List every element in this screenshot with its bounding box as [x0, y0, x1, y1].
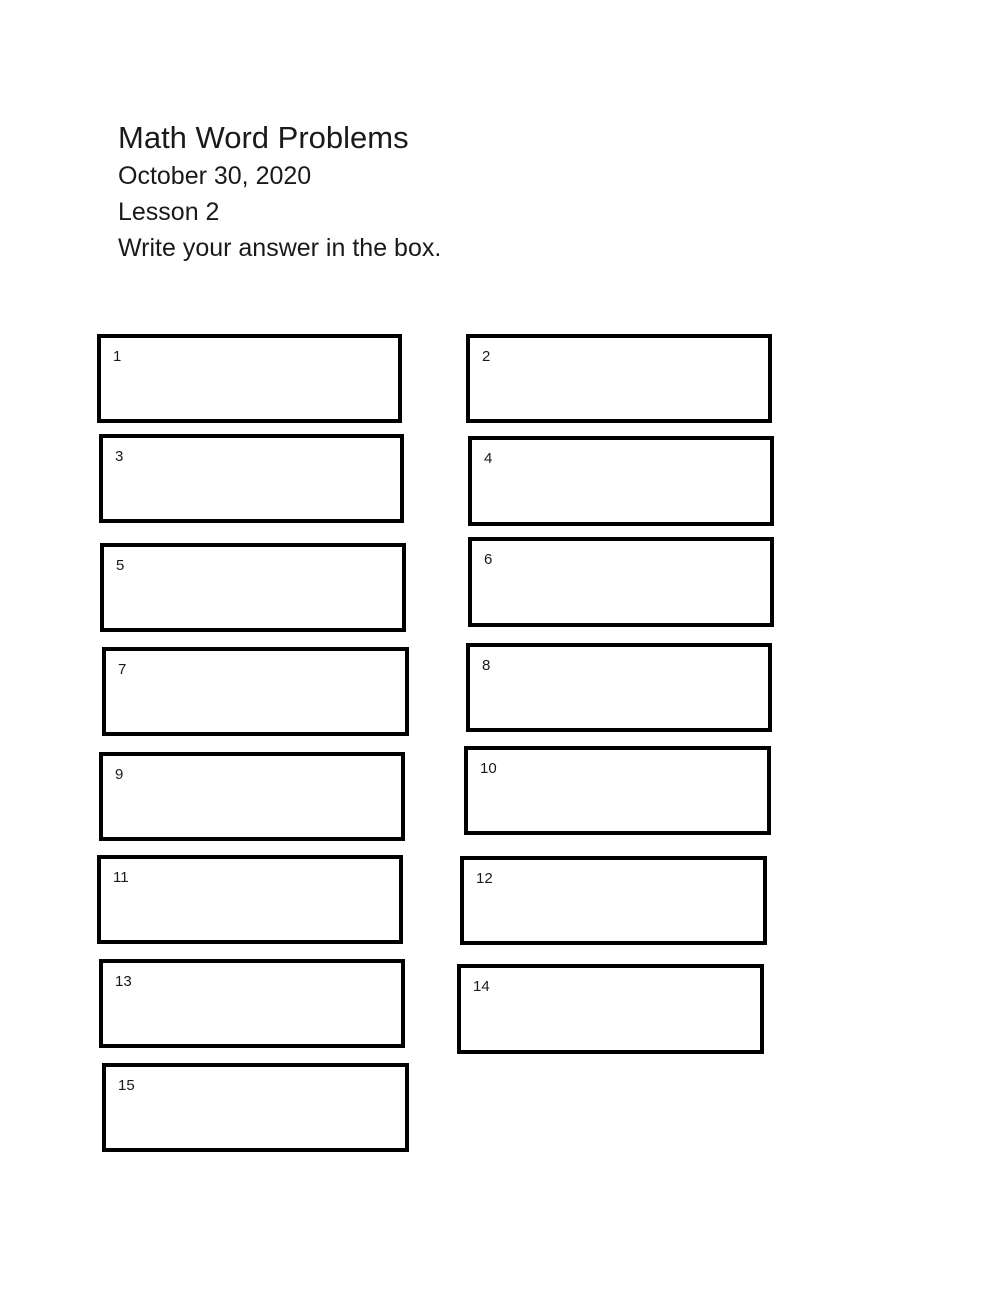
box-number-11: 11: [113, 869, 129, 886]
box-number-4: 4: [484, 450, 493, 467]
worksheet-lesson: Lesson 2: [118, 198, 220, 226]
box-number-3: 3: [115, 448, 124, 465]
worksheet-instruction: Write your answer in the box.: [118, 234, 442, 262]
box-number-14: 14: [473, 978, 490, 995]
answer-box-15[interactable]: [102, 1063, 409, 1152]
answer-box-14[interactable]: [457, 964, 764, 1054]
answer-box-11[interactable]: [97, 855, 403, 944]
answer-box-12[interactable]: [460, 856, 767, 945]
answer-box-8[interactable]: [466, 643, 772, 732]
worksheet-header: [118, 118, 441, 266]
box-number-1: 1: [113, 348, 122, 365]
worksheet-date: October 30, 2020: [118, 162, 312, 190]
answer-box-13[interactable]: [99, 959, 405, 1048]
box-number-5: 5: [116, 557, 125, 574]
box-number-10: 10: [480, 760, 497, 777]
box-number-15: 15: [118, 1077, 135, 1094]
answer-box-3[interactable]: [99, 434, 404, 523]
answer-box-7[interactable]: [102, 647, 409, 736]
worksheet-title: Math Word Problems: [118, 120, 409, 155]
box-number-7: 7: [118, 661, 127, 678]
box-number-12: 12: [476, 870, 493, 887]
box-number-6: 6: [484, 551, 493, 568]
answer-box-10[interactable]: [464, 746, 771, 835]
answer-box-2[interactable]: [466, 334, 772, 423]
answer-box-5[interactable]: [100, 543, 406, 632]
box-number-8: 8: [482, 657, 491, 674]
box-number-2: 2: [482, 348, 491, 365]
answer-box-9[interactable]: [99, 752, 405, 841]
box-number-9: 9: [115, 766, 124, 783]
answer-box-1[interactable]: [97, 334, 402, 423]
answer-box-6[interactable]: [468, 537, 774, 627]
answer-box-4[interactable]: [468, 436, 774, 526]
box-number-13: 13: [115, 973, 132, 990]
